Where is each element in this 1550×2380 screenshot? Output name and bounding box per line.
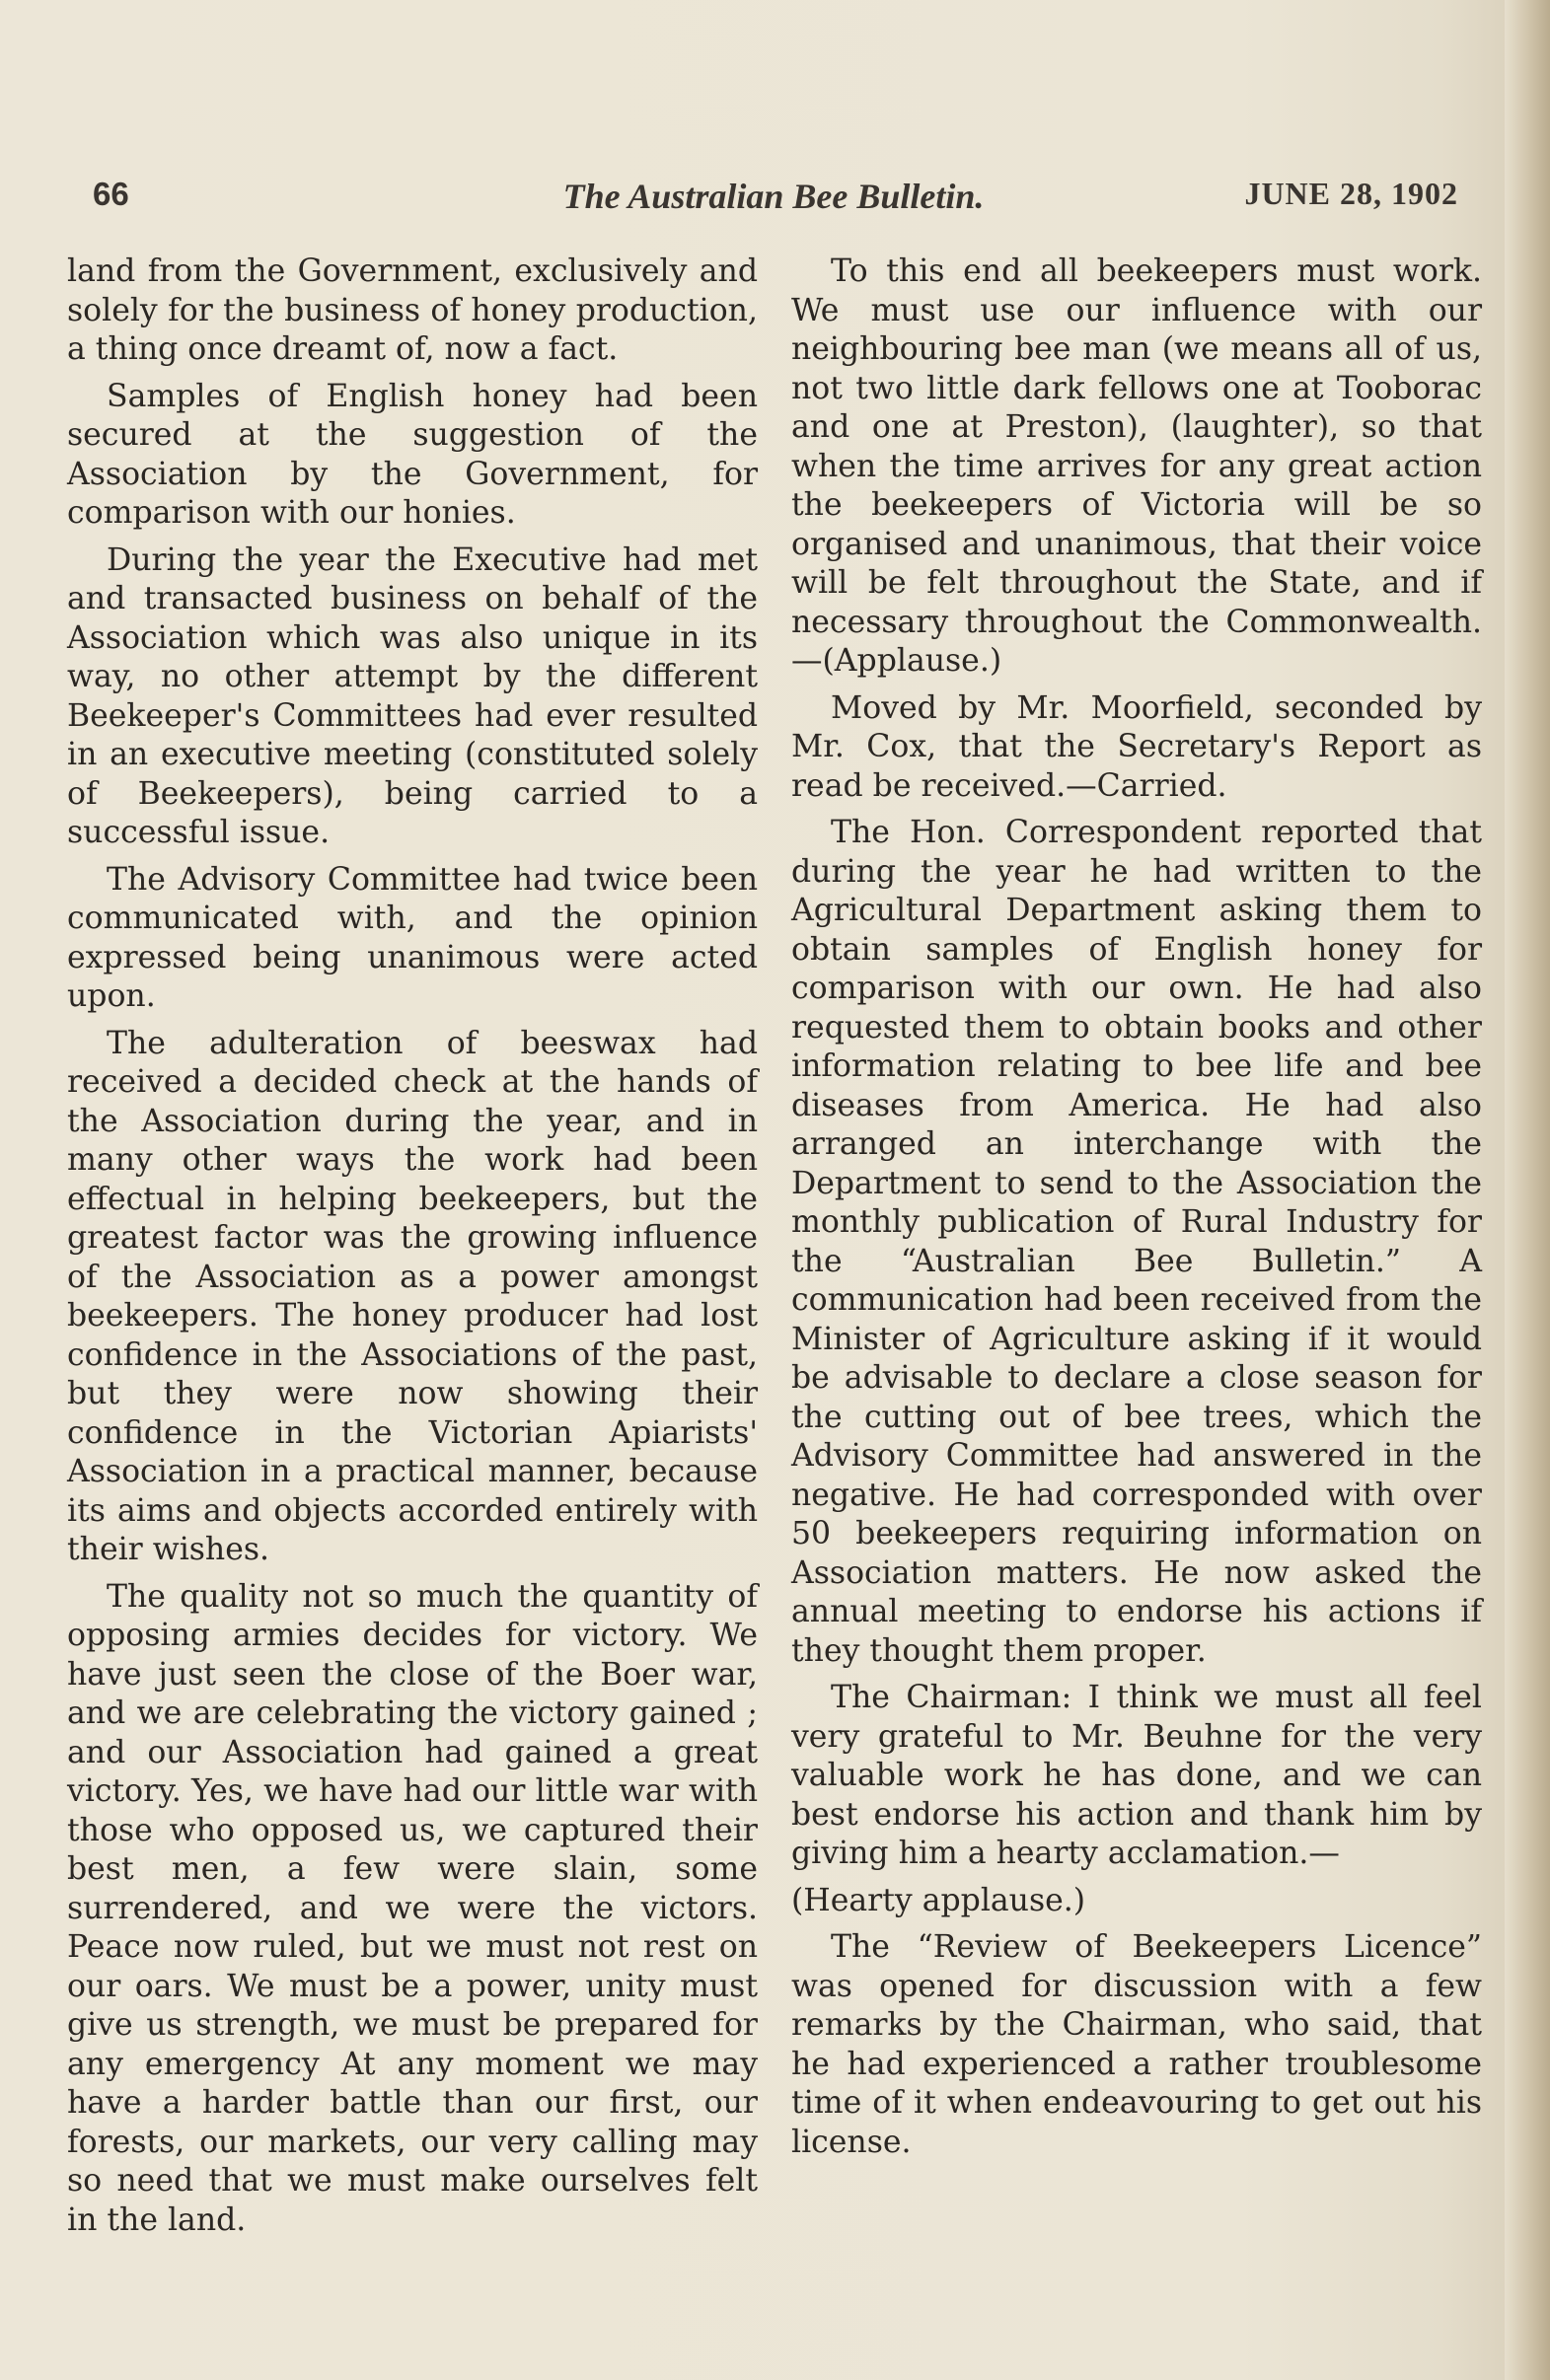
paragraph: The Hon. Correspondent reported that during the year he had written to the Agricultural Department asking them to obtain samples of English honey for comparison with our own. He had also requested them to obtain books and other information relating to bee life and bee diseases from America. He had also arranged an interchange with the Department to send to the Association the monthly publication of Rural Industry for the “Australian Bee Bulletin.” A communication had been received from the Minister of Agriculture asking if it would be advisable to declare a close season for the cutting out of bee trees, which the Advisory Committee had answered in the negative. He had corresponded with over 50 beekeepers requiring information on Association matters. He now asked the annual meeting to endorse his actions if they thought them proper. [791, 815, 1482, 1669]
left-column [67, 252, 758, 2248]
paragraph: During the year the Executive had met and transacted business on behalf of the Association which was also unique in its way, no other attempt by the different Beekeeper's Committees had ever resulted in an executive meeting (constituted solely of Beekeepers), being carried to a successful issue. [67, 541, 758, 850]
page-header [93, 176, 1458, 225]
page-edge [1505, 0, 1550, 2380]
paragraph: Samples of English honey had been secured at the suggestion of the Association by the Government, for comparison with our honies. [67, 378, 758, 531]
paragraph: (Hearty applause.) [791, 1882, 1086, 1918]
journal-title: The Australian Bee Bulletin. [562, 177, 985, 216]
paragraph: land from the Government, exclusively and solely for the business of honey production, a thing once dreamt of, now a fact. [67, 253, 758, 367]
paragraph: The adulteration of beeswax had received a decided check at the hands of the Association during the year, and in many other ways the work had been effectual in helping beekeepers, but the greatest factor was the growing influence of the Association as a power amongst beekeepers. The honey producer had lost confidence in the Associations of the past, but they were now showing their confidence in the Victorian Apiarists' Association in a practical manner, because its aims and objects accorded entirely with their wishes. [67, 1025, 758, 1567]
paragraph: Moved by Mr. Moorfield, seconded by Mr. Cox, that the Secretary's Report as read be received.—Carried. [791, 689, 1482, 804]
paragraph: The Advisory Committee had twice been communicated with, and the opinion expressed being unanimous were acted upon. [67, 861, 758, 1014]
paragraph: The “Review of Beekeepers Licence” was opened for discussion with a few remarks by the Chairman, who said, that he had experienced a rather troublesome time of it when endeavouring to get out his license. [791, 1929, 1482, 2160]
issue-date: JUNE 28, 1902 [1244, 176, 1458, 211]
paragraph: The Chairman: I think we must all feel very grateful to Mr. Beuhne for the very valuable work he has done, and we can best endorse his action and thank him by giving him a hearty acclamation.— [791, 1680, 1482, 1871]
page-number: 66 [93, 176, 129, 212]
right-column [791, 252, 1482, 2170]
paragraph: To this end all beekeepers must work. We must use our influence with our neighbouring bee man (we means all of us, not two little dark fellows one at Tooborac and one at Preston), (laughter), so that when the time arrives for any great action the beekeepers of Victoria will be so organised and unanimous, that their voice will be felt throughout the State, and if necessary throughout the Commonwealth.—(Applause.) [791, 253, 1482, 679]
paragraph: The quality not so much the quantity of opposing armies decides for victory. We have just seen the close of the Boer war, and we are celebrating the victory gained ; and our Association had gained a great victory. Yes, we have had our little war with those who opposed us, we captured their best men, a few were slain, some surrendered, and we were the victors. Peace now ruled, but we must not rest on our oars. We must be a power, unity must give us strength, we must be prepared for any emergency At any moment we may have a harder battle than our first, our forests, our markets, our very calling may so need that we must make ourselves felt in the land. [67, 1578, 758, 2238]
